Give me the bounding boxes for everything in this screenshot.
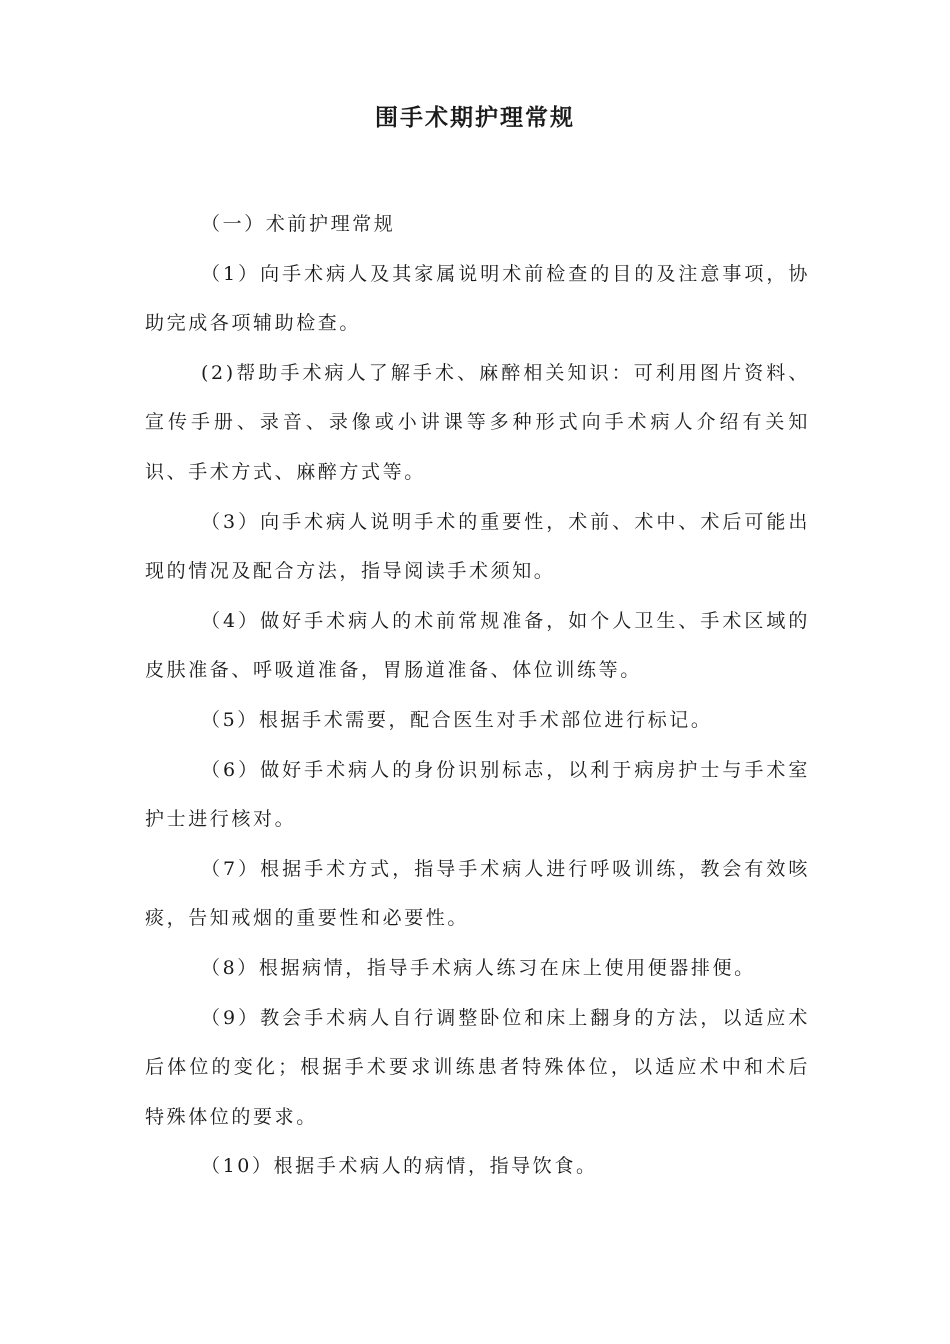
section-heading: （一）术前护理常规 <box>201 213 396 235</box>
paragraph: （9）教会手术病人自行调整卧位和床上翻身的方法，以适应术后体位的变化；根据手术要求训练患者特殊体位，以适应术中和术后特殊体位的要求。 <box>145 1006 810 1128</box>
paragraph: （3）向手术病人说明手术的重要性，术前、术中、术后可能出现的情况及配合方法，指导阅读手术须知。 <box>145 510 810 583</box>
paragraph: (2)帮助手术病人了解手术、麻醉相关知识：可利用图片资料、宣传手册、录音、录像或小讲课等多种形式向手术病人介绍有关知识、手术方式、麻醉方式等。 <box>145 361 810 483</box>
paragraph: （10）根据手术病人的病情，指导饮食。 <box>201 1155 598 1178</box>
document-body <box>145 200 810 1192</box>
paragraph: （1）向手术病人及其家属说明术前检查的目的及注意事项，协助完成各项辅助检查。 <box>145 262 810 335</box>
paragraph: （4）做好手术病人的术前常规准备，如个人卫生、手术区域的皮肤准备、呼吸道准备，胃肠道准备、体位训练等。 <box>145 609 810 682</box>
paragraph: （8）根据病情，指导手术病人练习在床上使用便器排便。 <box>201 956 756 979</box>
paragraph: （6）做好手术病人的身份识别标志，以利于病房护士与手术室护士进行核对。 <box>145 758 810 831</box>
document-title: 围手术期护理常规 <box>375 105 575 131</box>
paragraph: （5）根据手术需要，配合医生对手术部位进行标记。 <box>201 708 713 731</box>
paragraph: （7）根据手术方式，指导手术病人进行呼吸训练，教会有效咳痰，告知戒烟的重要性和必要性。 <box>145 857 810 930</box>
